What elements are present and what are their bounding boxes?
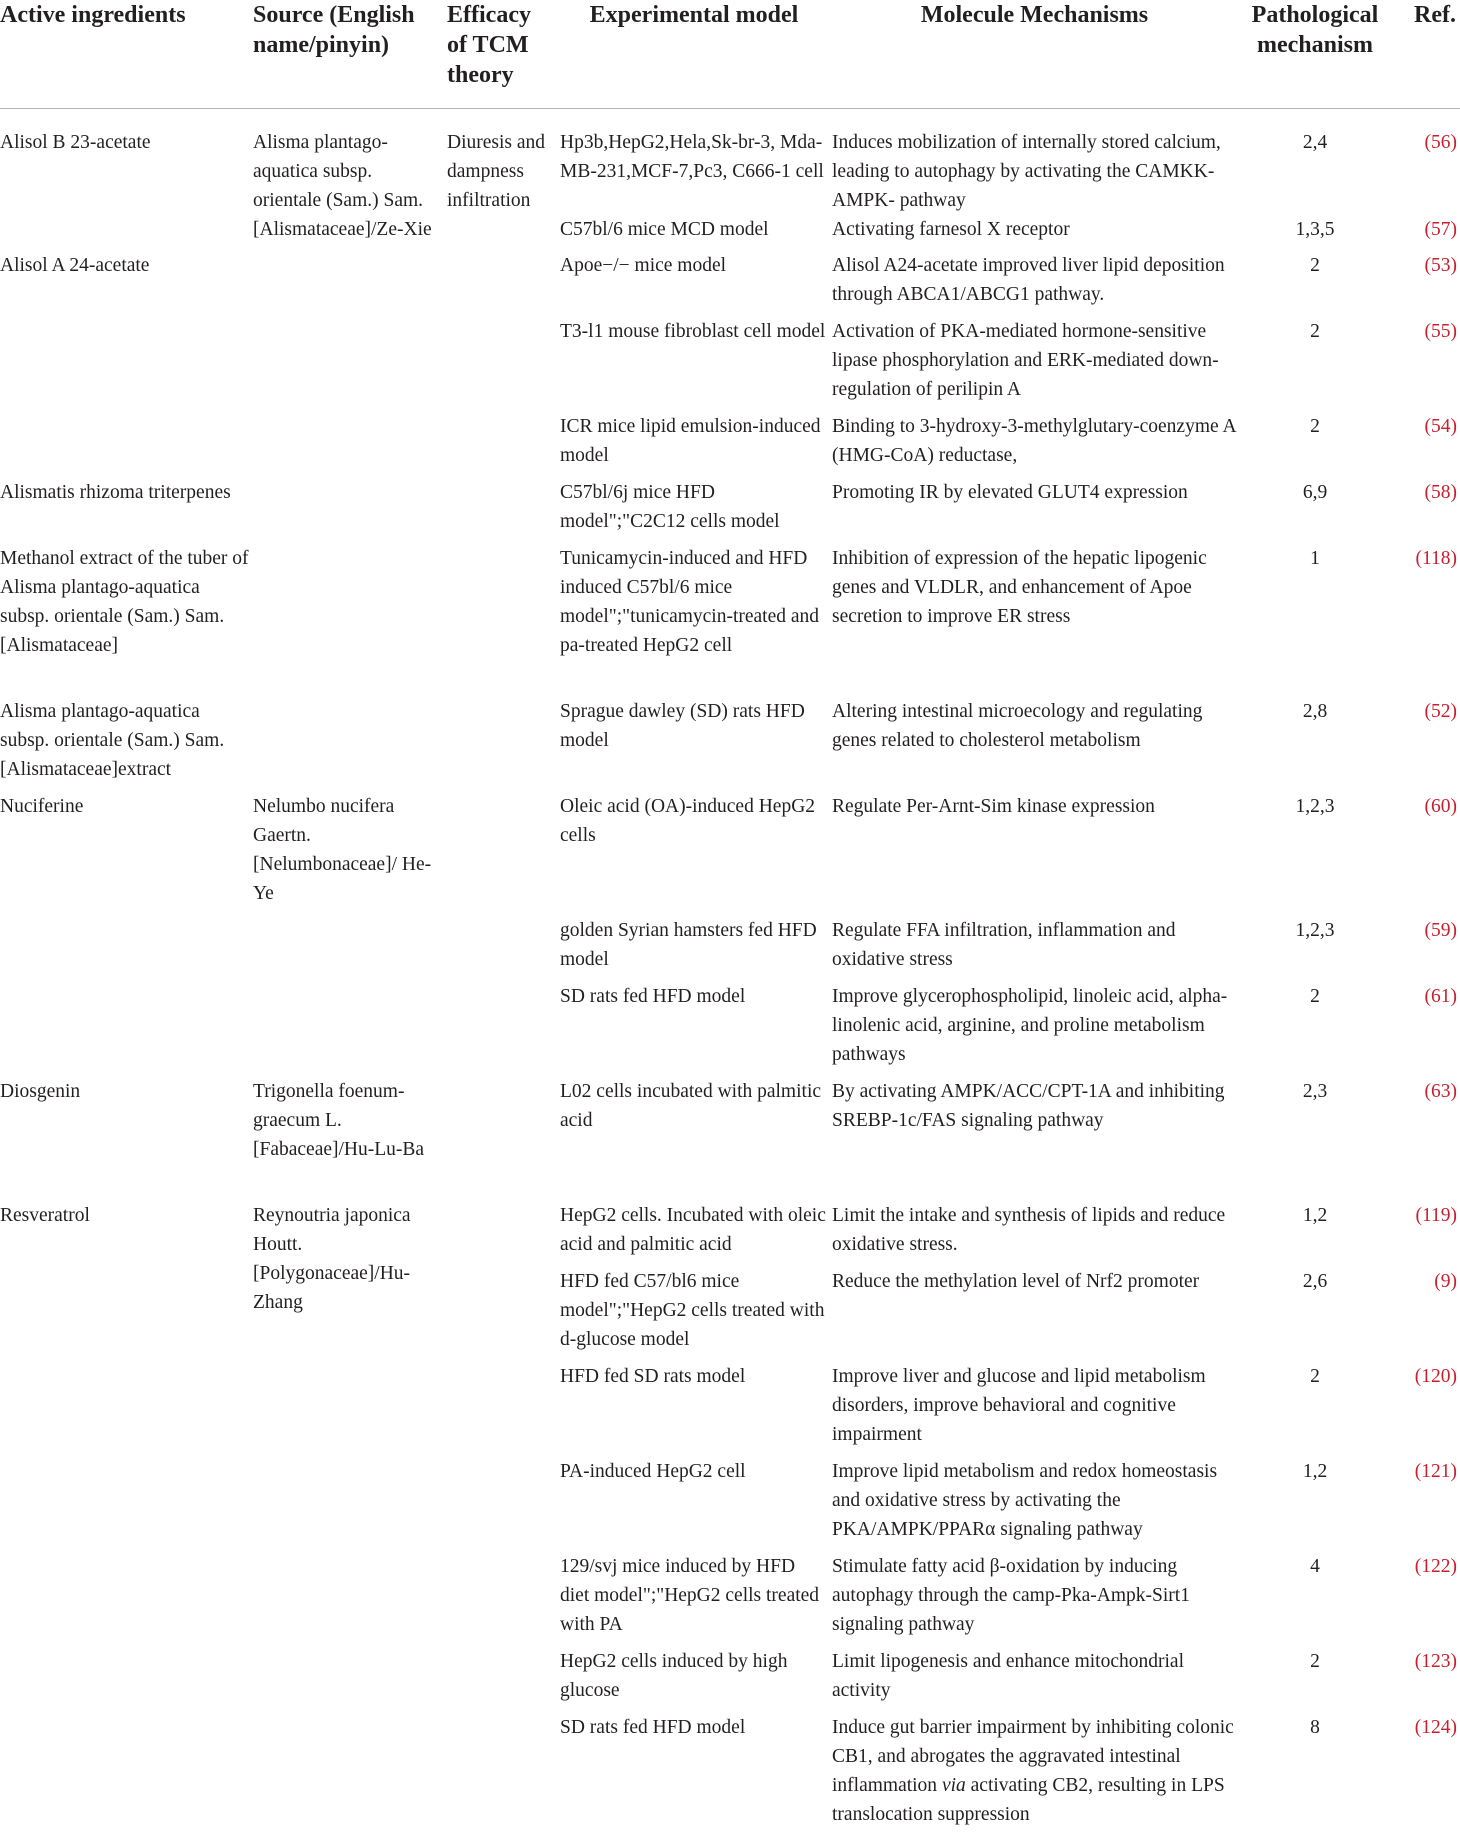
cell-model: ICR mice lipid emulsion-induced model (560, 415, 821, 466)
cell-ref[interactable]: (57) (1424, 218, 1457, 240)
cell-mechanism: Altering intestinal microecology and regulating genes related to cholesterol metabolism (832, 700, 1203, 751)
cell-source: Alisma plantago-aquatica subsp. orientale (Sam.) Sam. [Alismataceae]/Ze-Xie (253, 131, 432, 240)
cell-model: 129/svj mice induced by HFD diet model";"HepG2 cells treated with PA (560, 1555, 820, 1635)
cell-mechanism: By activating AMPK/ACC/CPT-1A and inhibiting SREBP-1c/FAS signaling pathway (832, 1080, 1225, 1131)
cell-pathological: 2 (1310, 320, 1320, 342)
cell-model: PA-induced HepG2 cell (560, 1460, 746, 1482)
cell-source (253, 1647, 447, 1713)
table-row (0, 1362, 1460, 1457)
cell-ref[interactable]: (121) (1414, 1460, 1457, 1482)
cell-efficacy (447, 1457, 560, 1552)
cell-efficacy (447, 1201, 560, 1267)
cell-mechanism: Activating farnesol X receptor (832, 218, 1070, 240)
cell-pathological: 2,3 (1302, 1080, 1328, 1102)
cell-mechanism: Regulate Per-Arnt-Sim kinase expression (832, 795, 1155, 817)
cell-model: Apoe−/− mice model (560, 254, 727, 276)
cell-ingredient (0, 1362, 253, 1457)
cell-ref[interactable]: (55) (1424, 320, 1457, 342)
cell-ingredient: Resveratrol (0, 1204, 90, 1226)
cell-source (253, 982, 447, 1077)
cell-mechanism: Induces mobilization of internally stored calcium, leading to autophagy by activating the CAMKK-AMPK- pathway (832, 131, 1221, 211)
cell-ref[interactable]: (9) (1434, 1270, 1457, 1292)
cell-source (253, 317, 447, 412)
cell-pathological: 8 (1310, 1716, 1320, 1738)
table-row (0, 215, 1460, 251)
cell-efficacy (447, 317, 560, 412)
table-row (0, 1201, 1460, 1267)
cell-efficacy (447, 1647, 560, 1713)
table-row (0, 792, 1460, 916)
table-row (0, 916, 1460, 982)
cell-ingredient (0, 1552, 253, 1647)
cell-mechanism: Improve glycerophospholipid, linoleic acid, alpha-linolenic acid, arginine, and proline metabolism pathways (832, 985, 1228, 1065)
cell-pathological: 1,2,3 (1295, 795, 1335, 817)
cell-model: HepG2 cells. Incubated with oleic acid and palmitic acid (560, 1204, 826, 1255)
cell-ingredient (0, 215, 253, 251)
cell-efficacy (447, 916, 560, 982)
col-header-efficacy: Efficacy of TCM theory (447, 0, 560, 108)
cell-ref[interactable]: (61) (1424, 985, 1457, 1007)
cell-source (253, 697, 447, 792)
cell-mechanism: Reduce the methylation level of Nrf2 promoter (832, 1270, 1200, 1292)
cell-source: Nelumbo nucifera Gaertn. [Nelumbonaceae]/ He-Ye (253, 795, 432, 904)
table-row (0, 697, 1460, 792)
table-row (0, 544, 1460, 697)
cell-model: HFD fed C57/bl6 mice model";"HepG2 cells treated with d-glucose model (560, 1270, 825, 1350)
cell-ingredient: Alisma plantago-aquatica subsp. orientale (Sam.) Sam. [Alismataceae]extract (0, 700, 225, 780)
cell-ingredient (0, 412, 253, 478)
cell-ingredient (0, 982, 253, 1077)
cell-ingredient (0, 916, 253, 982)
cell-pathological: 4 (1310, 1555, 1320, 1577)
cell-pathological: 1,2 (1302, 1460, 1328, 1482)
cell-source: Reynoutria japonica Houtt. [Polygonaceae]/Hu-Zhang (253, 1204, 411, 1313)
cell-ref[interactable]: (118) (1415, 547, 1457, 569)
cell-ref[interactable]: (53) (1424, 254, 1457, 276)
col-header-source: Source (English name/pinyin) (253, 0, 447, 108)
cell-model: C57bl/6 mice MCD model (560, 218, 769, 240)
cell-model: C57bl/6j mice HFD model";"C2C12 cells model (560, 481, 780, 532)
cell-efficacy (447, 478, 560, 544)
cell-mechanism: Binding to 3-hydroxy-3-methylglutary-coenzyme A (HMG-CoA) reductase, (832, 415, 1236, 466)
cell-efficacy (447, 1713, 560, 1837)
cell-mechanism: Inhibition of expression of the hepatic lipogenic genes and VLDLR, and enhancement of Apoe secretion to improve ER stress (832, 547, 1207, 627)
cell-source (253, 1552, 447, 1647)
cell-model: SD rats fed HFD model (560, 985, 746, 1007)
cell-ref[interactable]: (119) (1415, 1204, 1457, 1226)
cell-mechanism: Regulate FFA infiltration, inflammation and oxidative stress (832, 919, 1176, 970)
cell-ingredient: Methanol extract of the tuber of Alisma plantago-aquatica subsp. orientale (Sam.) Sam. [Alismataceae] (0, 547, 249, 656)
cell-pathological: 2 (1310, 1365, 1320, 1387)
cell-source (253, 1457, 447, 1552)
col-header-ref: Ref. (1393, 0, 1460, 108)
col-header-active-ingredients: Active ingredients (0, 0, 253, 108)
cell-ref[interactable]: (124) (1414, 1716, 1457, 1738)
cell-model: SD rats fed HFD model (560, 1716, 746, 1738)
cell-efficacy (447, 792, 560, 916)
cell-ref[interactable]: (60) (1424, 795, 1457, 817)
cell-efficacy (447, 412, 560, 478)
table-row (0, 1267, 1460, 1362)
cell-ingredient: Alisol B 23-acetate (0, 131, 151, 153)
col-header-pathological-mechanism: Pathological mechanism (1241, 0, 1393, 108)
cell-mechanism: Improve liver and glucose and lipid metabolism disorders, improve behavioral and cognitive impairment (832, 1365, 1206, 1445)
mechanism-text-a: Induce gut barrier impairment by inhibiting colonic CB1, and abrogates the aggravated intestinal inflammation (832, 1716, 1234, 1796)
cell-mechanism: Improve lipid metabolism and redox homeostasis and oxidative stress by activating the PKA/AMPK/PPARα signaling pathway (832, 1460, 1218, 1540)
cell-mechanism: Promoting IR by elevated GLUT4 expression (832, 481, 1188, 503)
cell-source (253, 916, 447, 982)
table-row (0, 1077, 1460, 1201)
cell-efficacy: Diuresis and dampness infiltration (447, 131, 546, 211)
cell-ingredient (0, 317, 253, 412)
mechanism-via-italic: via (941, 1774, 966, 1796)
cell-source (253, 1362, 447, 1457)
cell-efficacy (447, 1552, 560, 1647)
cell-ref[interactable]: (63) (1424, 1080, 1457, 1102)
cell-ingredient (0, 1267, 253, 1362)
cell-efficacy (447, 697, 560, 792)
mechanism-text-b: activating CB2, resulting in LPS translocation suppression (832, 1774, 1225, 1825)
table-row (0, 1713, 1460, 1837)
cell-ref[interactable]: (123) (1414, 1650, 1457, 1672)
cell-source (253, 478, 447, 544)
cell-pathological: 2 (1310, 254, 1320, 276)
cell-ingredient: Alismatis rhizoma triterpenes (0, 481, 231, 503)
cell-ref[interactable]: (54) (1424, 415, 1457, 437)
cell-model: golden Syrian hamsters fed HFD model (560, 919, 817, 970)
cell-pathological: 2,6 (1302, 1270, 1328, 1292)
cell-ref[interactable]: (56) (1424, 131, 1457, 153)
cell-pathological: 2,8 (1302, 700, 1328, 722)
cell-pathological: 2 (1310, 1650, 1320, 1672)
cell-source (253, 251, 447, 317)
cell-efficacy (447, 982, 560, 1077)
cell-efficacy (447, 544, 560, 697)
cell-ingredient (0, 1647, 253, 1713)
col-header-experimental-model: Experimental model (560, 0, 832, 108)
cell-pathological: 1,2 (1302, 1204, 1328, 1226)
cell-efficacy (447, 251, 560, 317)
table-row (0, 317, 1460, 412)
cell-pathological: 2 (1310, 415, 1320, 437)
cell-model: T3-l1 mouse fibroblast cell model (560, 320, 826, 342)
cell-pathological: 1 (1310, 547, 1320, 569)
cell-efficacy (447, 1267, 560, 1362)
cell-pathological: 2 (1310, 985, 1320, 1007)
table-row (0, 108, 1460, 215)
cell-mechanism: Limit the intake and synthesis of lipids and reduce oxidative stress. (832, 1204, 1226, 1255)
cell-mechanism: Alisol A24-acetate improved liver lipid deposition through ABCA1/ABCG1 pathway. (832, 254, 1225, 305)
cell-model: L02 cells incubated with palmitic acid (560, 1080, 822, 1131)
table-row (0, 412, 1460, 478)
cell-model: Hp3b,HepG2,Hela,Sk-br-3, Mda-MB-231,MCF-7,Pc3, C666-1 cell (560, 131, 824, 182)
cell-ingredient: Alisol A 24-acetate (0, 254, 150, 276)
cell-pathological: 2,4 (1302, 131, 1328, 153)
cell-mechanism: Limit lipogenesis and enhance mitochondrial activity (832, 1650, 1184, 1701)
cell-source (253, 544, 447, 697)
table-row (0, 1647, 1460, 1713)
cell-model: HepG2 cells induced by high glucose (560, 1650, 788, 1701)
cell-model: Oleic acid (OA)-induced HepG2 cells (560, 795, 816, 846)
cell-pathological: 6,9 (1302, 481, 1328, 503)
cell-pathological: 1,3,5 (1295, 218, 1335, 240)
cell-source (253, 412, 447, 478)
cell-efficacy (447, 1362, 560, 1457)
cell-ref[interactable]: (59) (1424, 919, 1457, 941)
cell-mechanism: Stimulate fatty acid β-oxidation by inducing autophagy through the camp-Pka-Ampk-Sirt1 signaling pathway (832, 1555, 1190, 1635)
cell-ref[interactable]: (52) (1424, 700, 1457, 722)
cell-ingredient: Nuciferine (0, 795, 84, 817)
table-row (0, 1457, 1460, 1552)
col-header-molecule-mechanisms: Molecule Mechanisms (832, 0, 1241, 108)
cell-ingredient: Diosgenin (0, 1080, 81, 1102)
cell-ingredient (0, 1713, 253, 1837)
cell-source (253, 1713, 447, 1837)
cell-model: Sprague dawley (SD) rats HFD model (560, 700, 805, 751)
header-row (0, 0, 1460, 108)
table-row (0, 251, 1460, 317)
table-row (0, 982, 1460, 1077)
cell-mechanism (832, 1713, 1241, 1837)
cell-ref[interactable]: (58) (1424, 481, 1457, 503)
cell-model: HFD fed SD rats model (560, 1365, 746, 1387)
table-row (0, 1552, 1460, 1647)
cell-source: Trigonella foenum-graecum L. [Fabaceae]/Hu-Lu-Ba (253, 1080, 425, 1160)
cell-ingredient (0, 1457, 253, 1552)
cell-ref[interactable]: (122) (1414, 1555, 1457, 1577)
cell-mechanism: Activation of PKA-mediated hormone-sensitive lipase phosphorylation and ERK-mediated down-regulation of perilipin A (832, 320, 1219, 400)
cell-ref[interactable]: (120) (1414, 1365, 1457, 1387)
cell-efficacy (447, 1077, 560, 1201)
table-row (0, 478, 1460, 544)
cell-model: Tunicamycin-induced and HFD induced C57bl/6 mice model";"tunicamycin-treated and pa-treated HepG2 cell (560, 547, 820, 656)
cell-pathological: 1,2,3 (1295, 919, 1335, 941)
